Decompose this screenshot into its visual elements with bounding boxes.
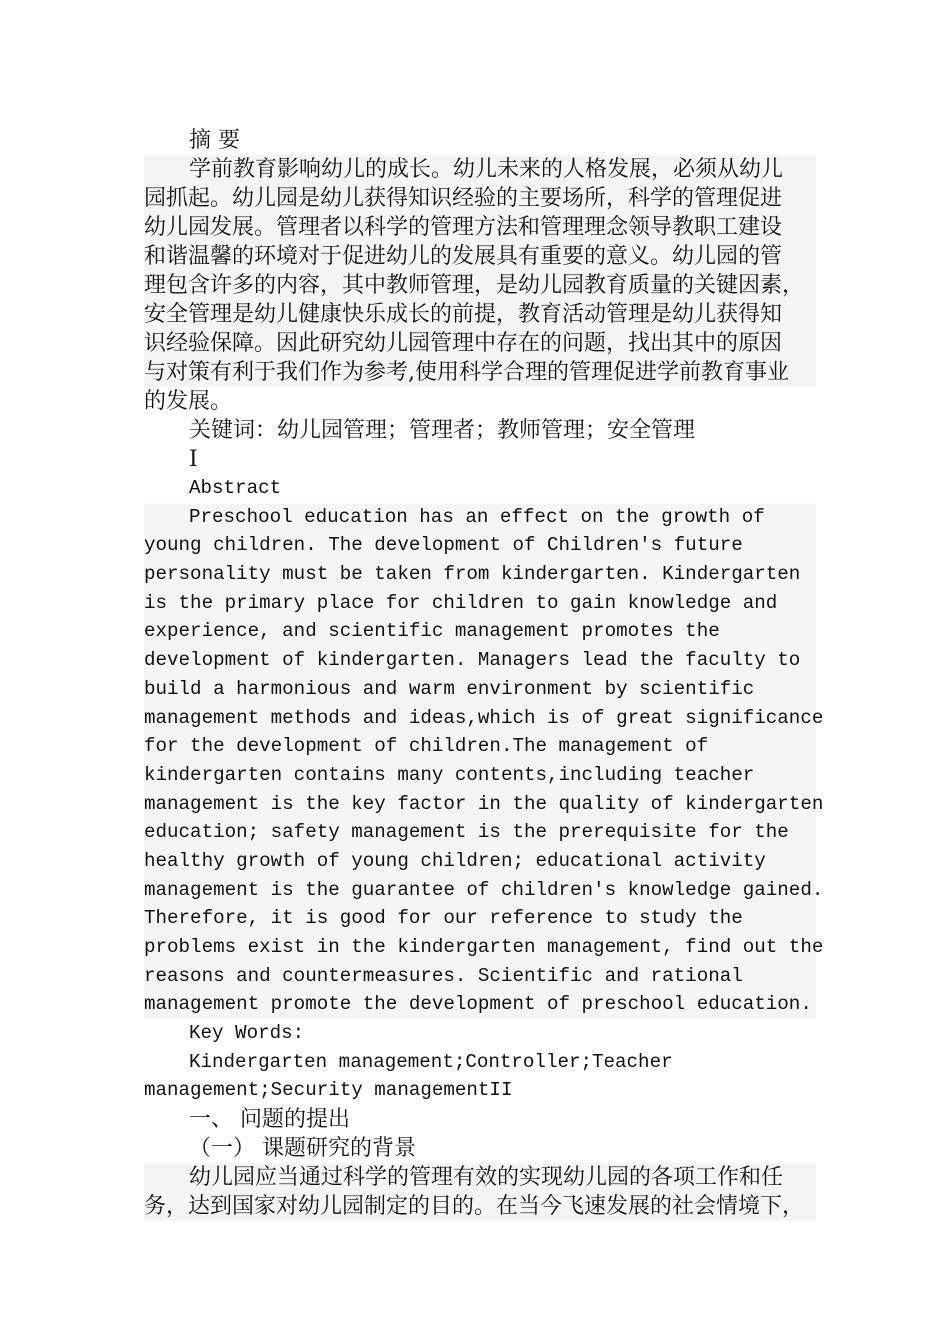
document-page — [144, 126, 824, 1221]
abstract-cn-line: 和谐温馨的环境对于促进幼儿的发展具有重要的意义。幼儿园的管 — [144, 242, 816, 271]
abstract-en-line: management methods and ideas,which is of great significance — [144, 704, 816, 733]
abstract-cn-line: 幼儿园发展。管理者以科学的管理方法和管理理念领导教职工建设 — [144, 213, 816, 242]
abstract-en-line: education; safety management is the prerequisite for the — [144, 818, 816, 847]
abstract-en-keywords-line: management;Security managementII — [144, 1079, 513, 1102]
abstract-en-line: healthy growth of young children; educational activity — [144, 847, 816, 876]
abstract-en-line: Therefore, it is good for our reference to study the — [144, 904, 816, 933]
abstract-en-keywords-label: Key Words: — [189, 1022, 305, 1045]
english-abstract — [144, 474, 824, 1105]
abstract-cn-keywords: 关键词：幼儿园管理；管理者；教师管理；安全管理 — [189, 418, 696, 443]
abstract-cn-line: 安全管理是幼儿健康快乐成长的前提，教育活动管理是幼儿获得知 — [144, 300, 816, 329]
abstract-cn-line: 的发展。 — [144, 389, 233, 414]
abstract-cn-line: 园抓起。幼儿园是幼儿获得知识经验的主要场所，科学的管理促进 — [144, 184, 816, 213]
section-heading: 一、 问题的提出 — [189, 1107, 350, 1133]
body-line: 务，达到国家对幼儿园制定的目的。在当今飞速发展的社会情境下， — [144, 1192, 816, 1221]
abstract-cn-title: 摘 要 — [189, 128, 240, 153]
abstract-en-line: management is the key factor in the quality of kindergarten — [144, 790, 816, 819]
abstract-en-line: build a harmonious and warm environment by scientific — [144, 675, 816, 704]
body-line: 幼儿园应当通过科学的管理有效的实现幼儿园的各项工作和任 — [144, 1163, 816, 1192]
abstract-en-line: reasons and countermeasures. Scientific and rational — [144, 962, 816, 991]
abstract-en-line: young children. The development of Children's future — [144, 531, 816, 560]
abstract-en-line: management is the guarantee of children's knowledge gained. — [144, 876, 816, 905]
abstract-en-line: development of kindergarten. Managers lead the faculty to — [144, 646, 816, 675]
abstract-cn-line: 与对策有利于我们作为参考,使用科学合理的管理促进学前教育事业 — [144, 358, 816, 387]
abstract-en-line: kindergarten contains many contents,including teacher — [144, 761, 816, 790]
section-1 — [144, 1105, 816, 1221]
abstract-en-line: for the development of children.The management of — [144, 732, 816, 761]
abstract-en-line: Preschool education has an effect on the growth of — [144, 503, 816, 532]
abstract-en-line: management promote the development of preschool education. — [144, 990, 816, 1019]
abstract-en-title: Abstract — [189, 477, 282, 499]
abstract-en-line: personality must be taken from kindergarten. Kindergarten — [144, 560, 816, 589]
section-subheading: （一） 课题研究的背景 — [189, 1136, 416, 1162]
abstract-en-keywords-line: Kindergarten management;Controller;Teacher — [189, 1050, 673, 1073]
abstract-cn-line: 学前教育影响幼儿的成长。幼儿未来的人格发展，必须从幼儿 — [144, 155, 816, 184]
abstract-en-line: is the primary place for children to gain knowledge and — [144, 589, 816, 618]
chinese-abstract — [144, 126, 816, 474]
abstract-en-line: experience, and scientific management promotes the — [144, 617, 816, 646]
page-number-i: I — [189, 447, 198, 472]
abstract-cn-line: 识经验保障。因此研究幼儿园管理中存在的问题，找出其中的原因 — [144, 329, 816, 358]
abstract-en-line: problems exist in the kindergarten management, find out the — [144, 933, 816, 962]
abstract-cn-line: 理包含许多的内容，其中教师管理，是幼儿园教育质量的关键因素， — [144, 271, 816, 300]
